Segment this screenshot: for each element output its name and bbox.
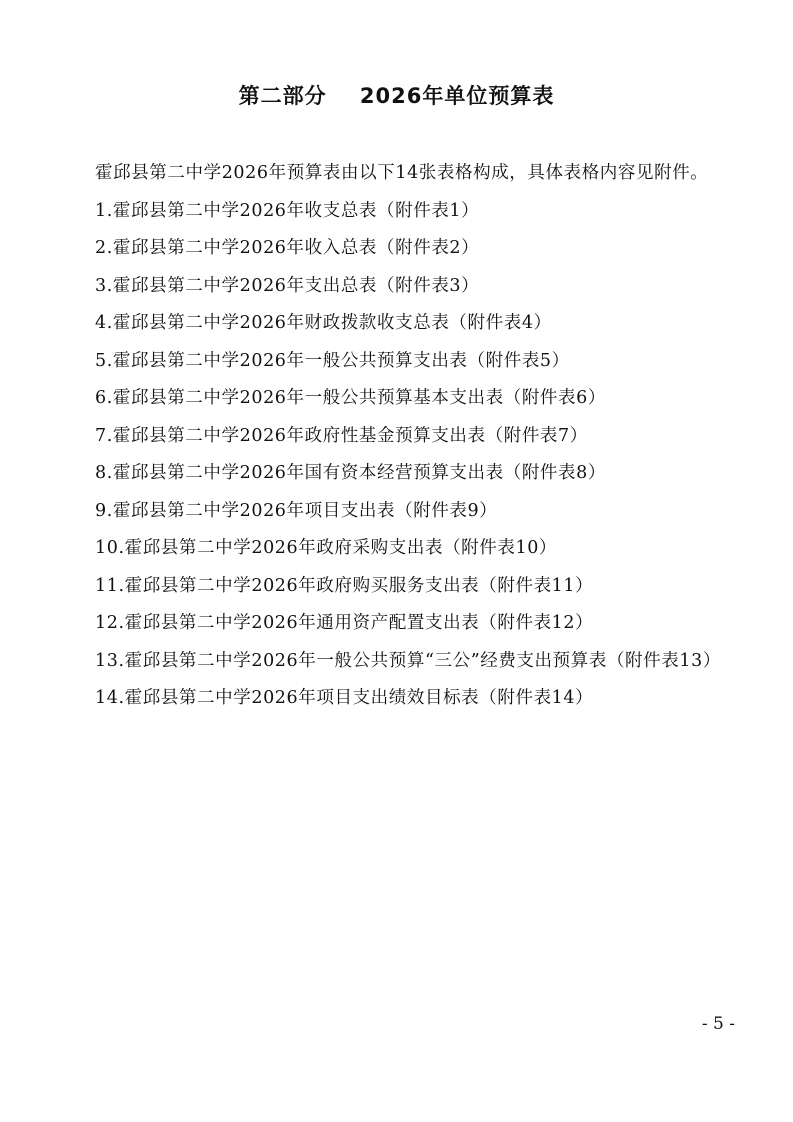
- list-item: 12.霍邱县第二中学2026年通用资产配置支出表（附件表12）: [95, 613, 594, 633]
- list-item: 1.霍邱县第二中学2026年收支总表（附件表1）: [95, 200, 480, 221]
- list-item: 2.霍邱县第二中学2026年收入总表（附件表2）: [95, 238, 480, 258]
- list-item: 4.霍邱县第二中学2026年财政拨款收支总表（附件表4）: [95, 313, 552, 333]
- list-item: 5.霍邱县第二中学2026年一般公共预算支出表（附件表5）: [95, 350, 570, 371]
- list-item: 13.霍邱县第二中学2026年一般公共预算“三公”经费支出预算表（附件表13）: [95, 650, 721, 671]
- list-item: 6.霍邱县第二中学2026年一般公共预算基本支出表（附件表6）: [95, 388, 606, 408]
- list-item: 10.霍邱县第二中学2026年政府采购支出表（附件表10）: [95, 538, 558, 558]
- body-text: [59, 155, 739, 718]
- list-item: 3.霍邱县第二中学2026年支出总表（附件表3）: [95, 275, 480, 296]
- list-item: 11.霍邱县第二中学2026年政府购买服务支出表（附件表11）: [95, 575, 594, 596]
- page-number: - 5 -: [701, 1014, 735, 1034]
- list-item: 7.霍邱县第二中学2026年政府性基金预算支出表（附件表7）: [95, 425, 588, 446]
- intro-paragraph: 霍邱县第二中学2026年预算表由以下14张表格构成，具体表格内容见附件。: [95, 163, 709, 183]
- list-item: 9.霍邱县第二中学2026年项目支出表（附件表9）: [95, 500, 498, 521]
- table-list: [59, 193, 739, 718]
- list-item: 14.霍邱县第二中学2026年项目支出绩效目标表（附件表14）: [95, 688, 594, 708]
- page-title: 第二部分 2026年单位预算表: [238, 84, 555, 108]
- list-item: 8.霍邱县第二中学2026年国有资本经营预算支出表（附件表8）: [95, 463, 606, 483]
